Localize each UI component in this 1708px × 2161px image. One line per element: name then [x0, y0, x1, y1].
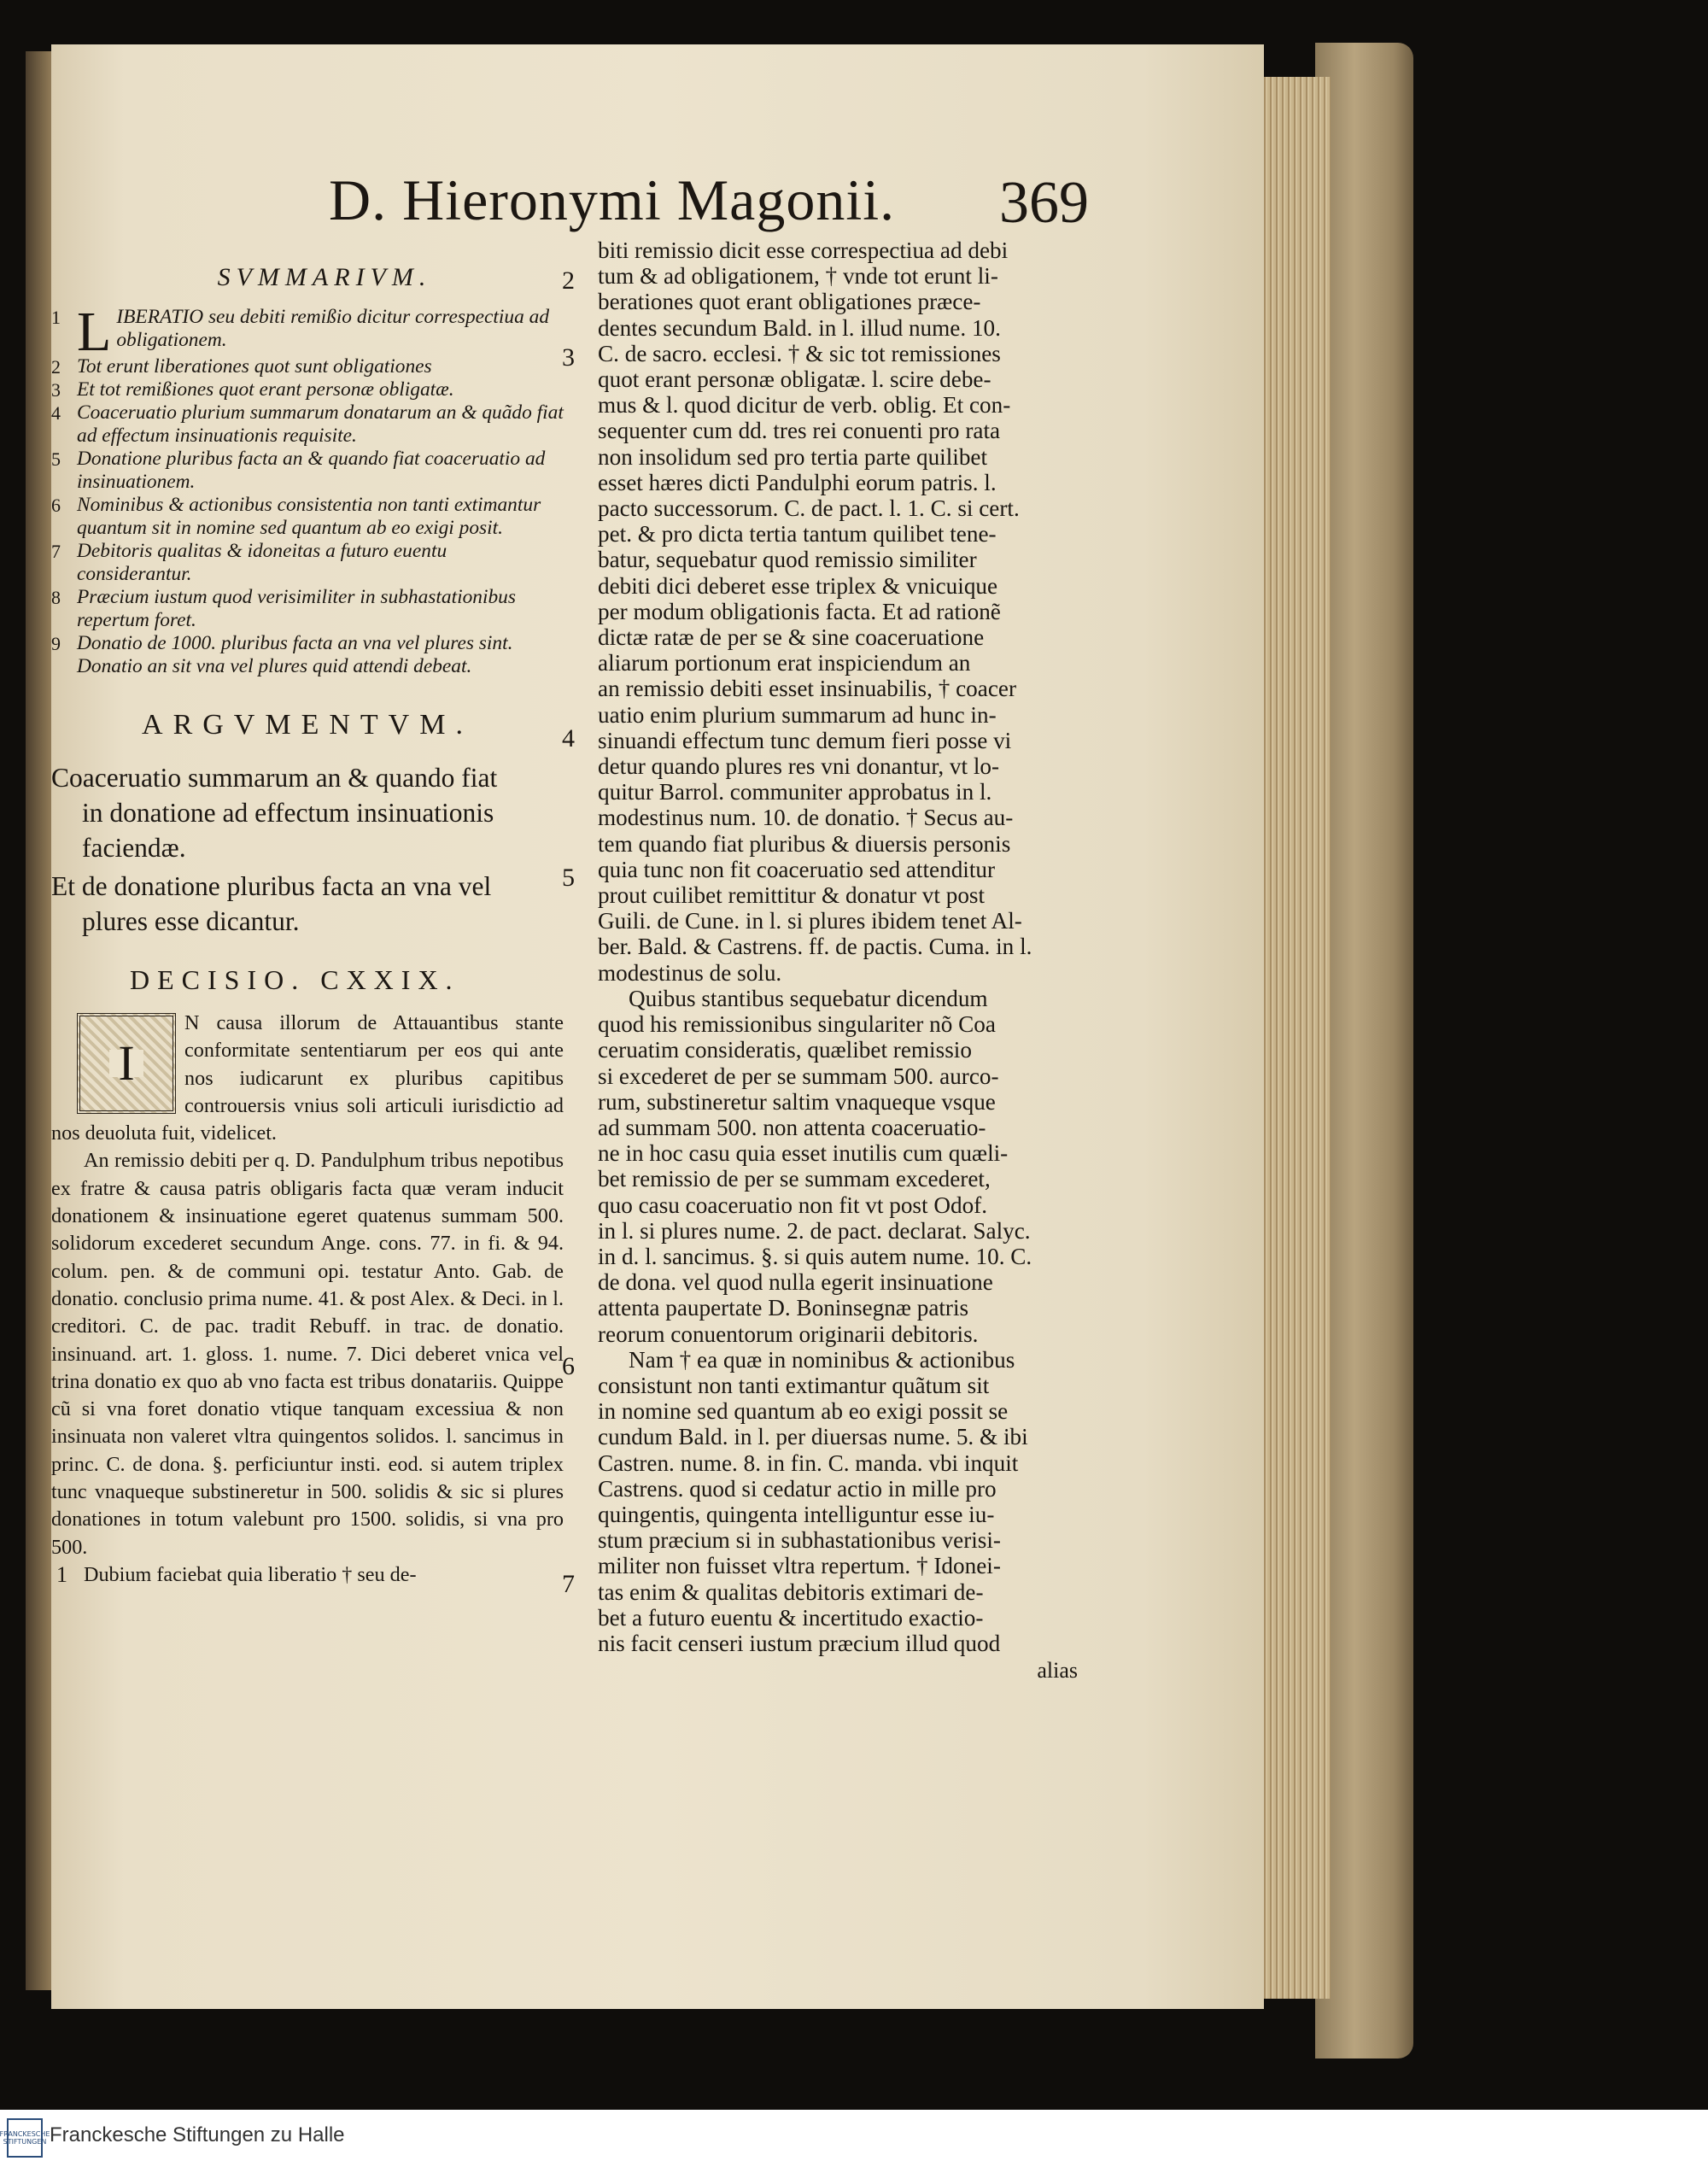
text-line: in l. si plures nume. 2. de pact. declarat. Salyc. — [598, 1217, 1031, 1244]
text-line: batur, sequebatur quod remissio similiter — [598, 547, 977, 573]
summary-item — [51, 378, 564, 401]
right-column — [562, 237, 1085, 1684]
summary-number: 5 — [51, 448, 61, 470]
text-line: Castrens. quod si cedatur actio in mille pro — [598, 1475, 997, 1502]
decision-paragraph: An remissio debiti per q. D. Pandulphum tribus nepotibus ex fratre & causa patris obligaris facta quæ veram inducit donationem & insinuatione egeret quatenus summam 500. solidorum excederet secundum Ange. cons. 77. in fi. & 94. colum. pen. & de communi opi. testatur Anto. Gab. de donatio. conclusio prima nume. 41. & post Alex. & Deci. in l. creditori. C. de pac. tradit Rebuff. in trac. de donatio. insinuand. art. 1. gloss. 1. nume. 7. Dici deberet vnica vel trina donatio ex quo ab vno facta est tribus donatariis. Quippe cũ si vna foret donatio vtique tanquam excessiua & non insinuata non valeret vltra quingentos solidos. l. sancimus in princ. C. de dona. §. perficiuntur insti. eod. si autem triplex tunc vnaqueque substineretur in 500. solidis & sic si plures donationes in totum valebunt pro 1500. solidis, si vna pro 500. — [51, 1149, 564, 1559]
text-line: quod his remissionibus singulariter nõ Coa — [598, 1011, 996, 1038]
initial-letter: I — [109, 1050, 143, 1077]
argument-line: Coaceruatio summarum an & quando fiat — [51, 763, 498, 793]
text-line: in nomine sed quantum ab eo exigi possit se — [598, 1398, 1009, 1425]
summary-number: 7 — [51, 541, 61, 562]
text-line: detur quando plures res vni donantur, vt lo- — [598, 753, 1000, 780]
text-line: ceruatim consideratis, quælibet remissio — [598, 1037, 972, 1063]
opening-text: N causa illorum de Attauantibus stante conformitate sententiarum per eos qui ante nos iudicarunt ex pluribus capitibus controuersis vnius soli articuli iurisdictio ad nos deuoluta fuit, videlicet. — [51, 1011, 564, 1145]
text-line: pacto successorum. C. de pact. l. 1. C. si cert. — [598, 495, 1020, 522]
text-line: ber. Bald. & Castrens. ff. de pactis. Cuma. in l. — [598, 934, 1032, 960]
summary-number: 1 — [51, 307, 61, 328]
margin-number: 5 — [562, 864, 575, 892]
footer-bar — [0, 2110, 1708, 2161]
text-line: sequenter cum dd. tres rei conuenti pro rata — [598, 418, 1001, 444]
ornamental-initial — [77, 1013, 176, 1114]
argument-title: ARGVMENTVM. — [142, 709, 473, 741]
margin-number: 6 — [562, 1352, 575, 1380]
text-line: berationes quot erant obligationes præce- — [598, 289, 981, 315]
text-line: tas enim & qualitas debitoris extimari de- — [598, 1578, 984, 1605]
text-line: ne in hoc casu quia esset inutilis cum quæli- — [598, 1140, 1009, 1167]
summary-text: Præcium iustum quod verisimiliter in subhastationibus repertum foret. — [77, 586, 516, 631]
text-line: debiti dici deberet esse triplex & vnicuique — [598, 572, 998, 599]
text-line: modestinus num. 10. de donatio. † Secus au- — [598, 805, 1014, 831]
paragraph-text: Dubium faciebat quia liberatio † seu de- — [84, 1562, 417, 1586]
text-line: Castren. nume. 8. in fin. C. manda. vbi inquit — [598, 1449, 1019, 1476]
summary-number: 6 — [51, 495, 61, 516]
decision-title: DECISIO. CXXIX. — [130, 964, 460, 995]
text-line: nis facit censeri iustum præcium illud quod — [598, 1630, 1001, 1656]
summary-initial: L — [77, 301, 112, 363]
text-line: consistunt non tanti extimantur quãtum sit — [598, 1372, 990, 1398]
text-line: mus & l. quod dicitur de verb. oblig. Et con- — [598, 392, 1011, 419]
margin-number: 4 — [562, 724, 575, 753]
summary-item — [51, 355, 564, 378]
text-line: prout cuilibet remittitur & donatur vt post — [598, 882, 986, 909]
text-line: Nam † ea quæ in nominibus & actionibus — [629, 1346, 1015, 1373]
text-line: Quibus stantibus sequebatur dicendum — [629, 985, 988, 1011]
text-line: sinuandi effectum tunc demum fieri posse vi — [598, 727, 1012, 753]
institution-logo: FRANCKESCHE STIFTUNGEN — [7, 2118, 43, 2158]
text-line: bet remissio de per se summam excederet, — [598, 1166, 991, 1192]
text-line: reorum conuentorum originarii debitoris. — [598, 1321, 979, 1347]
text-line: quitur Barrol. communiter approbatus in l. — [598, 779, 992, 805]
margin-number: 1 — [56, 1561, 67, 1587]
running-head: D. Hieronymi Magonii. — [329, 167, 896, 232]
argument-line: plures esse dicantur. — [82, 906, 300, 936]
page-number: 369 — [999, 170, 1089, 236]
text-line: militer non fuisset vltra repertum. † Idonei- — [598, 1553, 1001, 1579]
summary-text: Coaceruatio plurium summarum donatarum an & quãdo fiat ad effectum insinuationis requisite. — [77, 401, 564, 447]
text-line: tum & ad obligationem, † vnde tot erunt li- — [598, 263, 998, 290]
summary-item — [51, 540, 564, 586]
page-fore-edge — [1255, 77, 1331, 1999]
text-line: modestinus de solu. — [598, 959, 782, 986]
text-line: quot erant personæ obligatæ. l. scire debe- — [598, 366, 991, 393]
text-line: an remissio debiti esset insinuabilis, † coacer — [598, 676, 1017, 702]
summary-item — [51, 494, 564, 540]
text-line: non insolidum sed pro tertia parte quilibet — [598, 443, 988, 470]
text-line: dictæ ratæ de per se & sine coaceruatione — [598, 624, 985, 651]
margin-number: 2 — [562, 266, 575, 295]
text-line: quingentis, quingenta intelliguntur esse iu- — [598, 1501, 995, 1527]
text-line: C. de sacro. ecclesi. † & sic tot remissiones — [598, 340, 1001, 366]
argument-line: Et de donatione pluribus facta an vna vel — [51, 871, 492, 901]
text-line: aliarum portionum erat inspiciendum an — [598, 650, 971, 676]
summary-item — [51, 632, 564, 678]
text-line: tem quando fiat pluribus & diuersis personis — [598, 830, 1011, 857]
summary-text: Donatio de 1000. pluribus facta an vna vel plures sint. Donatio an sit vna vel plures quid attendi debeat. — [77, 632, 513, 677]
text-line: quo casu coaceruatio non fit vt post Odof. — [598, 1192, 988, 1218]
summary-text: IBERATIO seu debiti remißio dicitur correspectiua ad obligationem. — [116, 306, 550, 351]
margin-number: 7 — [562, 1570, 575, 1598]
summary-item — [51, 301, 564, 363]
text-line: dentes secundum Bald. in l. illud nume. 10. — [598, 314, 1001, 341]
summary-text: Nominibus & actionibus consistentia non tanti extimantur quantum sit in nomine sed quantum ab eo exigi posit. — [77, 494, 541, 539]
summary-text: Donatione pluribus facta an & quando fiat coaceruatio ad insinuationem. — [77, 448, 546, 493]
text-line: rum, substineretur saltim vnaqueque vsque — [598, 1088, 996, 1115]
catchword: alias — [1037, 1658, 1078, 1684]
summary-item — [51, 401, 564, 448]
summary-number: 2 — [51, 356, 61, 378]
argument-paragraph — [51, 760, 564, 865]
text-line: attenta paupertate D. Boninsegnæ patris — [598, 1295, 969, 1321]
text-line: per modum obligationis facta. Et ad rationẽ — [598, 598, 1001, 624]
summary-item — [51, 586, 564, 632]
text-line: in d. l. sancimus. §. si quis autem nume. 10. C. — [598, 1243, 1032, 1269]
left-column — [51, 256, 564, 1589]
text-line: quia tunc non fit coaceruatio sed attenditur — [598, 856, 996, 882]
summary-text: Et tot remißiones quot erant personæ obligatæ. — [77, 378, 454, 401]
footer-credit: Franckesche Stiftungen zu Halle — [50, 2123, 345, 2146]
text-line: Guili. de Cune. in l. si plures ibidem tenet Al- — [598, 908, 1022, 934]
summary-number: 9 — [51, 633, 61, 654]
text-line: stum præcium si in subhastationibus verisi- — [598, 1527, 1001, 1554]
decision-paragraph — [51, 1561, 564, 1589]
text-line: de dona. vel quod nulla egerit insinuatione — [598, 1269, 993, 1296]
text-line: esset hæres dicti Pandulphi eorum patris. l. — [598, 469, 997, 495]
text-line: si excederet de per se summam 500. aurco- — [598, 1063, 999, 1089]
summary-item — [51, 448, 564, 494]
summary-number: 4 — [51, 402, 61, 424]
argument-paragraph — [51, 869, 564, 939]
margin-number: 3 — [562, 343, 575, 372]
summary-title: SVMMARIVM. — [217, 263, 432, 291]
text-line: ad summam 500. non attenta coaceruatio- — [598, 1114, 986, 1140]
argument-line: in donatione ad effectum insinuationis faciendæ. — [82, 798, 494, 863]
text-line: biti remissio dicit esse correspectiua ad debi — [598, 237, 1009, 263]
text-line: uatio enim plurium summarum ad hunc in- — [598, 701, 997, 728]
summary-number: 3 — [51, 379, 61, 401]
text-line: cundum Bald. in l. per diuersas nume. 5. & ibi — [598, 1424, 1028, 1450]
summary-number: 8 — [51, 587, 61, 608]
summary-text: Debitoris qualitas & idoneitas a futuro euentu considerantur. — [77, 540, 447, 585]
summary-text: Tot erunt liberationes quot sunt obligationes — [77, 355, 432, 378]
text-line: bet a futuro euentu & incertitudo exactio- — [598, 1604, 984, 1631]
decision-opening — [51, 1010, 564, 1147]
right-text — [598, 237, 1085, 1656]
text-line: pet. & pro dicta tertia tantum quilibet tene- — [598, 521, 997, 548]
